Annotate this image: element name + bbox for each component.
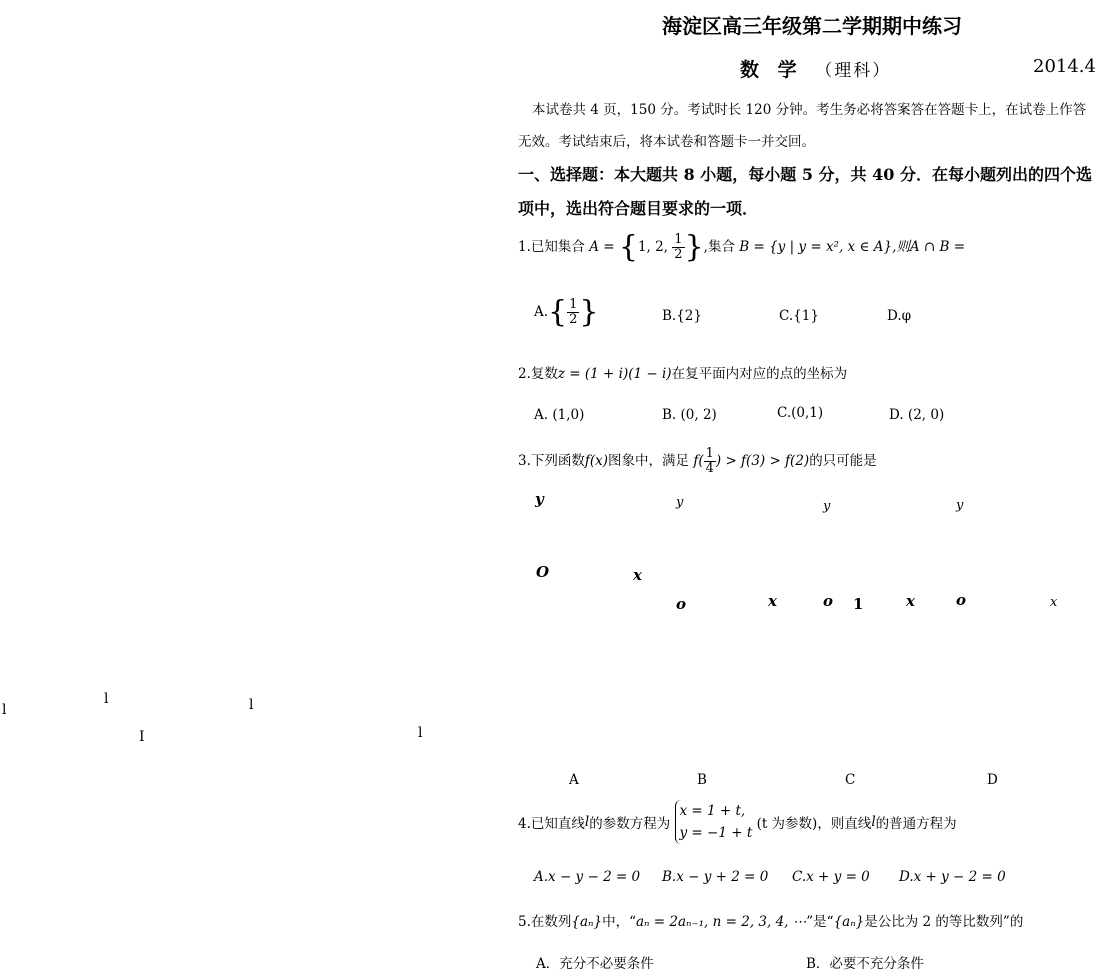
q2-option-c[interactable]: C.(0,1) [777,405,824,421]
stray-tick-3: l [249,697,254,713]
q2-option-d[interactable]: D. (2, 0) [889,407,945,423]
graph-b-y-label: y [676,495,684,510]
q1-option-a[interactable]: A.{ $\frac{1}{2}$ } [534,294,599,330]
q5-option-a[interactable]: A．充分不必要条件 [536,956,654,972]
graph-c-one-tick: 1 [853,595,864,613]
exam-date: 2014.4 [1033,56,1096,77]
stray-tick-4: I [139,729,145,745]
q2-option-b[interactable]: B. (0, 2) [662,407,717,423]
graph-a-x-label: x [633,566,642,584]
parametric-system: x = 1 + t, y = −1 + t [675,800,753,844]
q3-choice-a[interactable]: A [569,772,579,788]
q2-option-a[interactable]: A. (1,0) [534,407,585,423]
stray-tick-5: l [418,725,423,741]
question-4: 4.已知直线l的参数方程为 x = 1 + t, y = −1 + t (t 为参数)，则直线l的普通方程为 [518,800,957,844]
q4-option-c[interactable]: C.x + y = 0 [792,869,870,885]
q3-choice-c[interactable]: C [845,772,856,788]
graph-a-y-label: y [535,490,544,508]
exam-instructions: 本试卷共 4 页，150 分。考试时长 120 分钟。考生务必将答案答在答题卡上，在试卷上作答无效。考试结束后，将本试卷和答题卡一并交回。 [518,102,1087,150]
graph-c-x-label: x [906,592,915,610]
graph-d-x-label: x [1050,595,1058,610]
stray-tick-2: l [104,691,109,707]
question-5: 5.在数列{aₙ}中，“aₙ = 2aₙ₋₁, n = 2, 3, 4, ⋯”是“{aₙ}是公比为 2 的等比数列”的 [518,914,1024,930]
stray-tick-1: l [2,702,7,718]
exam-title: 海淀区高三年级第二学期期中练习 [662,14,962,38]
q1-option-b[interactable]: B.{2} [662,308,702,324]
q4-option-b[interactable]: B.x − y + 2 = 0 [662,869,769,885]
graph-d-y-label: y [956,498,964,513]
exam-subject: 数 学 （理科） [740,59,892,81]
graph-d-origin: o [956,591,967,609]
question-2: 2.复数z = (1 + i)(1 − i)在复平面内对应的点的坐标为 [518,366,848,382]
graph-b-origin: o [676,595,687,613]
graph-a-origin: O [536,563,550,581]
graph-c-y-label: y [823,499,831,514]
q1-option-d[interactable]: D.φ [887,308,912,324]
q1-option-c[interactable]: C.{1} [779,308,819,324]
graph-c-origin: o [823,592,834,610]
graph-b-x-label: x [768,592,777,610]
question-3: 3.下列函数f(x)图象中，满足 f( $\frac{1}{4}$ ) > f(3) > f(2)的只可能是 [518,446,877,476]
q4-option-d[interactable]: D.x + y − 2 = 0 [899,869,1006,885]
q3-choice-d[interactable]: D [987,772,998,788]
q4-option-a[interactable]: A.x − y − 2 = 0 [534,869,641,885]
question-1: 1.已知集合 A = {1, 2, $\frac{1}{2}$ },集合 B = {y | y = x², x ∈ A},则A ∩ B = [518,229,966,265]
section-heading: 一、选择题：本大题共 8 小题，每小题 5 分，共 40 分．在每小题列出的四个选项中，选出符合题目要求的一项． [518,165,1092,218]
q3-choice-b[interactable]: B [697,772,707,788]
q5-option-b[interactable]: B．必要不充分条件 [806,956,924,972]
